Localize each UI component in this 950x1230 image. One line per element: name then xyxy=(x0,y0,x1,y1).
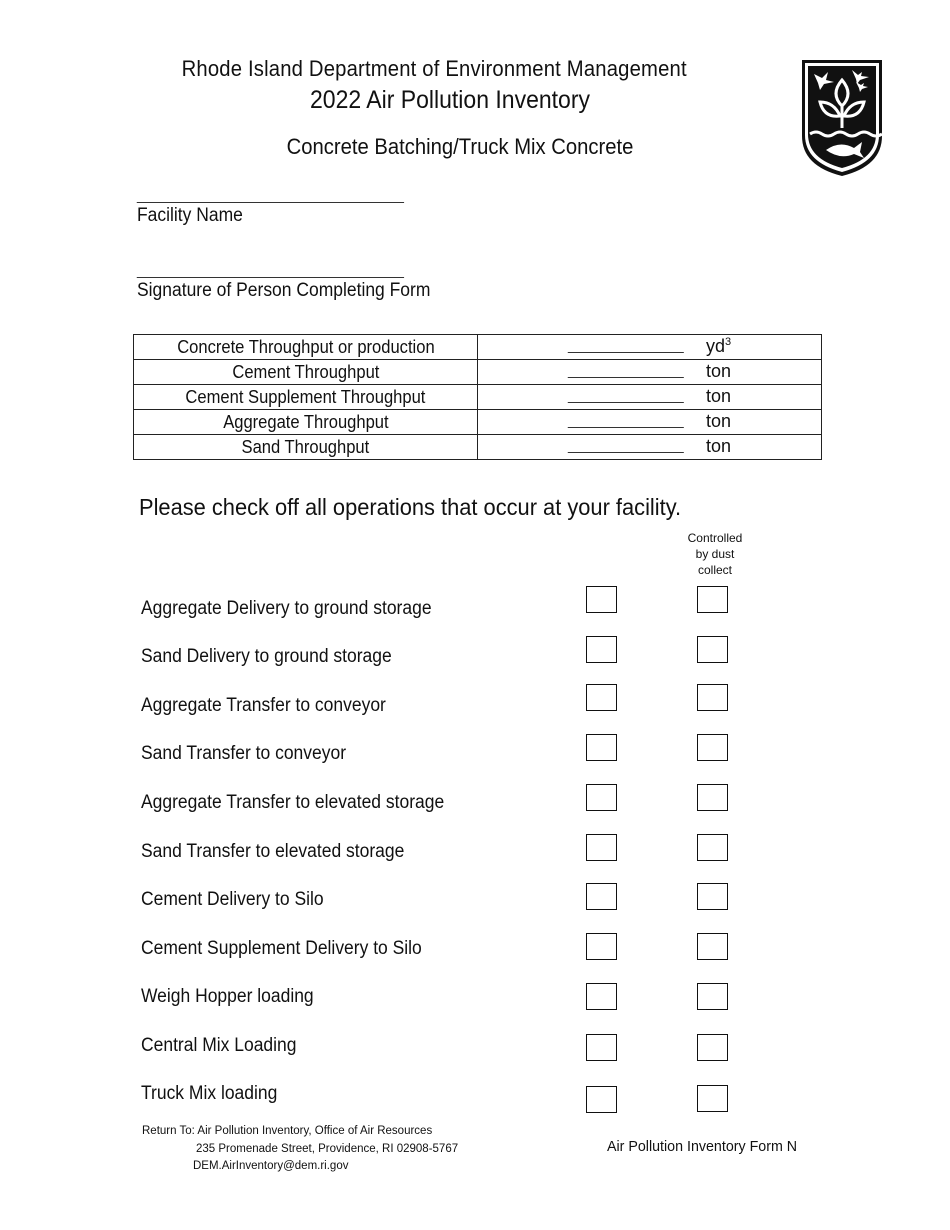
throughput-value-cell[interactable] xyxy=(478,385,822,410)
throughput-value-cell[interactable] xyxy=(478,435,822,460)
operation-label: Cement Delivery to Silo xyxy=(141,889,324,910)
operation-controlled-checkbox[interactable] xyxy=(697,1034,728,1061)
table-row xyxy=(134,385,822,410)
controlled-column-header: Controlled by dust collect xyxy=(687,531,743,577)
form-identifier: Air Pollution Inventory Form N xyxy=(607,1138,798,1155)
operation-controlled-checkbox[interactable] xyxy=(697,734,728,761)
return-address: 235 Promenade Street, Providence, RI 02908-5767 xyxy=(196,1143,459,1155)
throughput-unit: ton xyxy=(706,361,732,381)
throughput-value-cell[interactable] xyxy=(478,335,822,360)
agency-name: Rhode Island Department of Environment Management xyxy=(181,56,687,81)
operation-controlled-checkbox[interactable] xyxy=(697,586,728,613)
operation-controlled-checkbox[interactable] xyxy=(697,636,728,663)
operation-label: Central Mix Loading xyxy=(141,1035,297,1056)
operation-occurs-checkbox[interactable] xyxy=(586,734,617,761)
operation-controlled-checkbox[interactable] xyxy=(697,684,728,711)
throughput-blank[interactable]: _____________ xyxy=(568,362,684,379)
operation-occurs-checkbox[interactable] xyxy=(586,983,617,1010)
operation-label: Sand Transfer to elevated storage xyxy=(141,841,405,862)
throughput-label: Sand Throughput xyxy=(134,435,478,460)
operation-label: Aggregate Transfer to elevated storage xyxy=(141,792,445,813)
throughput-label: Aggregate Throughput xyxy=(134,410,478,435)
operation-occurs-checkbox[interactable] xyxy=(586,684,617,711)
operation-controlled-checkbox[interactable] xyxy=(697,883,728,910)
throughput-label: Cement Throughput xyxy=(134,360,478,385)
operation-occurs-checkbox[interactable] xyxy=(586,1086,617,1113)
throughput-unit: ton xyxy=(706,436,732,456)
operation-label: Sand Delivery to ground storage xyxy=(141,646,392,667)
return-to-text: Return To: Air Pollution Inventory, Office of Air Resources xyxy=(142,1125,433,1137)
throughput-table xyxy=(133,334,822,460)
operation-label: Truck Mix loading xyxy=(141,1083,278,1104)
operation-occurs-checkbox[interactable] xyxy=(586,784,617,811)
operations-instruction: Please check off all operations that occur at your facility. xyxy=(139,494,682,520)
throughput-blank[interactable]: _____________ xyxy=(568,412,684,429)
signature-line[interactable]: ______________________________ xyxy=(137,262,404,279)
facility-name-line[interactable]: ______________________________ xyxy=(137,187,404,204)
throughput-blank[interactable]: _____________ xyxy=(568,337,684,354)
facility-name-label: Facility Name xyxy=(137,205,243,226)
signature-label: Signature of Person Completing Form xyxy=(137,280,431,301)
operation-occurs-checkbox[interactable] xyxy=(586,1034,617,1061)
throughput-label: Cement Supplement Throughput xyxy=(134,385,478,410)
throughput-label: Concrete Throughput or production xyxy=(134,335,478,360)
operation-controlled-checkbox[interactable] xyxy=(697,983,728,1010)
ri-dem-shield-logo-icon xyxy=(800,58,884,178)
operation-occurs-checkbox[interactable] xyxy=(586,586,617,613)
throughput-blank[interactable]: _____________ xyxy=(568,437,684,454)
table-row xyxy=(134,410,822,435)
throughput-value-cell[interactable] xyxy=(478,410,822,435)
operation-controlled-checkbox[interactable] xyxy=(697,933,728,960)
operation-label: Aggregate Delivery to ground storage xyxy=(141,598,432,619)
form-title: Concrete Batching/Truck Mix Concrete xyxy=(286,134,634,159)
operation-occurs-checkbox[interactable] xyxy=(586,636,617,663)
operation-label: Weigh Hopper loading xyxy=(141,986,314,1007)
operation-controlled-checkbox[interactable] xyxy=(697,784,728,811)
return-email: DEM.AirInventory@dem.ri.gov xyxy=(193,1160,349,1172)
throughput-blank[interactable]: _____________ xyxy=(568,387,684,404)
throughput-unit: $yd^3$ xyxy=(706,336,732,356)
throughput-unit: ton xyxy=(706,386,732,406)
operation-controlled-checkbox[interactable] xyxy=(697,1085,728,1112)
table-row xyxy=(134,335,822,360)
throughput-unit: ton xyxy=(706,411,732,431)
table-row xyxy=(134,360,822,385)
operation-label: Aggregate Transfer to conveyor xyxy=(141,695,386,716)
operation-controlled-checkbox[interactable] xyxy=(697,834,728,861)
operation-occurs-checkbox[interactable] xyxy=(586,933,617,960)
operation-label: Cement Supplement Delivery to Silo xyxy=(141,938,422,959)
operation-occurs-checkbox[interactable] xyxy=(586,834,617,861)
inventory-title: 2022 Air Pollution Inventory xyxy=(309,86,590,114)
operation-label: Sand Transfer to conveyor xyxy=(141,743,347,764)
throughput-value-cell[interactable] xyxy=(478,360,822,385)
operation-occurs-checkbox[interactable] xyxy=(586,883,617,910)
table-row xyxy=(134,435,822,460)
